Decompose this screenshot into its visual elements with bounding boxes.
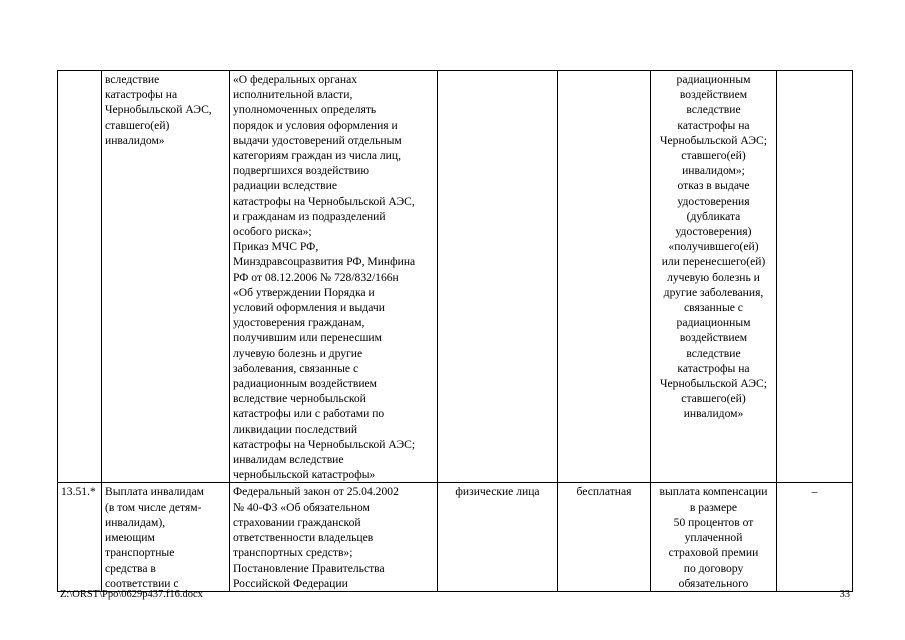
cell-text-line: страховой премии [668, 546, 759, 560]
cell-text-line: Чернобыльской АЭС; [659, 133, 768, 147]
cell-text-line: бесплатная [576, 485, 632, 499]
cell-text-line: в размере [689, 500, 738, 514]
cell-text-line: катастрофы на Чернобыльской АЭС; [233, 437, 416, 451]
cell-text-line: удостоверения гражданам, [233, 316, 365, 330]
cell-text-line: уплаченной [684, 531, 743, 545]
cell-text-line: физические лица [455, 485, 540, 499]
cell-text-line: катастрофы на [677, 361, 750, 375]
cell-text-line: заболевания, связанные с [233, 361, 359, 375]
cell-text-line: ответственности владельцев [233, 531, 374, 545]
cell-text-line: и гражданам из подразделений [233, 209, 386, 223]
cell-fee [558, 71, 651, 483]
cell-text-line: катастрофы на [677, 118, 750, 132]
cell-service [102, 71, 230, 483]
cell-text-line: «О федеральных органах [233, 73, 358, 86]
cell-text-line: 50 процентов от [673, 515, 754, 529]
cell-text-line: катастрофы или с работами по [233, 407, 385, 421]
cell-fee [558, 483, 651, 591]
cell-text-line: ставшего(ей) [681, 149, 746, 163]
cell-text-line: Федеральный закон от 25.04.2002 [233, 485, 399, 499]
cell-text-line: Постановление Правительства [233, 561, 385, 575]
cell-text-line: воздействием [679, 331, 748, 345]
cell-text-line: транспортных средств»; [233, 546, 353, 560]
cell-text-line: Минздравсоцразвития РФ, Минфина [233, 255, 416, 269]
cell-text-line: другие заболевания, [663, 285, 764, 299]
cell-text-line: инвалидом»; [682, 164, 745, 178]
cell-text-line: воздействием [679, 88, 748, 102]
cell-text-line: транспортные [105, 546, 175, 560]
cell-text-line: ставшего(ей) [681, 392, 746, 406]
cell-text-line: категориям граждан из числа лиц, [233, 149, 401, 163]
cell-text-line: отказ в выдаче [677, 179, 750, 193]
cell-text-line: вследствие [105, 73, 160, 86]
cell-number: 13.51.* [58, 483, 102, 591]
cell-legal-basis [230, 71, 438, 483]
cell-text-line: выплата компенсации [659, 485, 768, 499]
cell-text-line: уполномоченных определять [233, 103, 377, 117]
cell-text-line: радиационным воздействием [233, 377, 378, 391]
table-row [58, 483, 853, 591]
cell-text-line: ставшего(ей) [105, 118, 170, 132]
cell-text-line: ликвидации последствий [233, 422, 358, 436]
cell-text-line: подвергшихся воздействию [233, 164, 370, 178]
cell-text-line: удостоверения) [675, 225, 752, 239]
cell-recipients [438, 71, 558, 483]
cell-text-line: «получившего(ей) [668, 240, 759, 254]
cell-result [651, 71, 777, 483]
cell-text-line: удостоверения [677, 194, 750, 208]
cell-text-line: имеющим [105, 531, 155, 545]
cell-text-line: радиации вследствие [233, 179, 337, 193]
cell-recipients [438, 483, 558, 591]
cell-extra [777, 71, 853, 483]
cell-text-line: чернобыльской катастрофы» [233, 468, 376, 482]
cell-text-line: Российской Федерации [233, 576, 348, 590]
cell-text-line: инвалидом» [105, 133, 165, 147]
cell-text-line: страховании гражданской [233, 515, 361, 529]
cell-text-line: по договору [683, 561, 744, 575]
cell-text-line: катастрофы на [105, 88, 178, 102]
cell-text-line: соответствии с [105, 576, 179, 590]
cell-text-line: выдачи удостоверений отдельным [233, 133, 402, 147]
cell-text-line: исполнительной власти, [233, 88, 353, 102]
cell-text-line: вследствие чернобыльской [233, 392, 366, 406]
cell-text-line: лучевую болезнь и [667, 270, 760, 284]
cell-text-line: условий оформления и выдачи [233, 301, 385, 315]
cell-text-line: радиационным [676, 73, 751, 86]
cell-text-line: вследствие [686, 346, 741, 360]
cell-text-line: или перенесшего(ей) [661, 255, 766, 269]
cell-text-line: инвалидам вследствие [233, 453, 344, 467]
cell-text-line: Чернобыльской АЭС; [659, 377, 768, 391]
cell-legal-basis [230, 483, 438, 591]
cell-text-line: Выплата инвалидам [105, 485, 204, 499]
cell-text-line: катастрофы на Чернобыльской АЭС, [233, 194, 415, 208]
cell-text-line: средства в [105, 561, 156, 575]
cell-text-line: получившим или перенесшим [233, 331, 382, 345]
cell-text-line: порядок и условия оформления и [233, 118, 398, 132]
cell-text-line: «Об утверждении Порядка и [233, 285, 375, 299]
cell-text-line: обязательного [678, 576, 749, 590]
cell-text-line: – [811, 485, 818, 499]
cell-text-line: № 40-ФЗ «Об обязательном [233, 500, 370, 514]
table-row [58, 71, 853, 483]
cell-service [102, 483, 230, 591]
cell-text-line: лучевую болезнь и другие [233, 346, 363, 360]
cell-text-line: вследствие [686, 103, 741, 117]
footer-page-number: 33 [839, 589, 850, 600]
cell-number [58, 71, 102, 483]
services-table [57, 70, 853, 592]
cell-text-line: радиационным [676, 316, 751, 330]
cell-text-line: (дубликата [686, 209, 741, 223]
footer-file-path: Z:\ORST\Ppo\0629p437.f16.docx [60, 589, 203, 600]
cell-text-line: Чернобыльской АЭС, [105, 103, 212, 117]
cell-result [651, 483, 777, 591]
cell-text-line: Приказ МЧС РФ, [233, 240, 319, 254]
cell-text-line: (в том числе детям- [105, 500, 202, 514]
cell-extra [777, 483, 853, 591]
cell-text-line: связанные с [684, 301, 743, 315]
cell-text-line: инвалидам), [105, 515, 166, 529]
cell-text-line: РФ от 08.12.2006 № 728/832/166н [233, 270, 399, 284]
cell-text-line: особого риска»; [233, 225, 312, 239]
cell-text-line: инвалидом» [683, 407, 744, 421]
